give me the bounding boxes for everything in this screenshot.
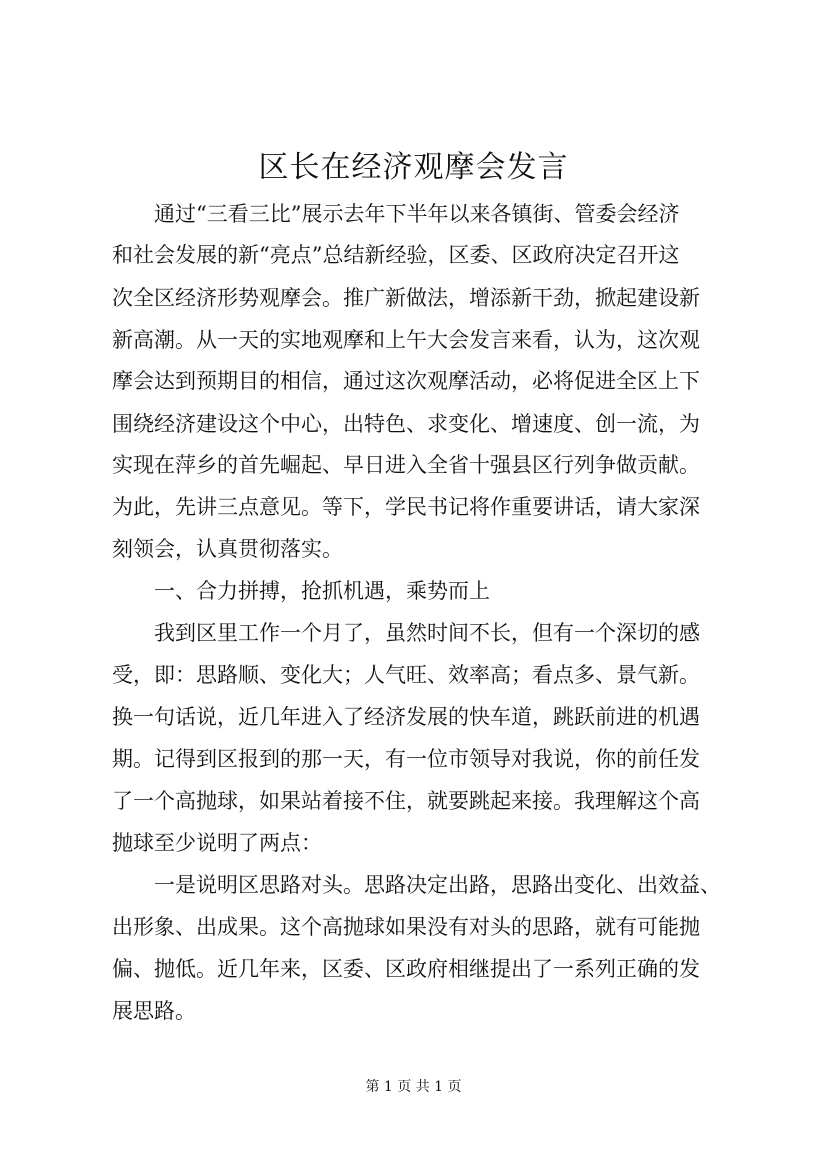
body-line-2: 和社会发展的新“亮点”总结新经验，区委、区政府决定召开这 — [112, 243, 680, 267]
body-line-14: 期。记得到区报到的那一天，有一位市领导对我说，你的前任发 — [112, 747, 700, 771]
page-footer: 第 1 页 共 1 页 — [365, 1079, 462, 1095]
body-line-19: 偏、抛低。近几年来，区委、区政府相继提出了一系列正确的发 — [112, 957, 700, 981]
body-line-16: 抛球至少说明了两点： — [112, 831, 322, 855]
body-line-3: 次全区经济形势观摩会。推广新做法，增添新干劲，掀起建设新 — [112, 286, 700, 310]
body-line-8: 为此，先讲三点意见。等下，学民书记将作重要讲话，请大家深 — [112, 495, 700, 519]
body-line-7: 实现在萍乡的首先崛起、早日进入全省十强县区行列争做贡献。 — [112, 453, 700, 477]
body-line-11: 我到区里工作一个月了，虽然时间不长，但有一个深切的感 — [112, 621, 700, 645]
body-line-6: 围绕经济建设这个中心，出特色、求变化、增速度、创一流，为 — [112, 412, 700, 436]
body-line-13: 换一句话说，近几年进入了经济发展的快车道，跳跃前进的机遇 — [112, 705, 700, 729]
section-heading-1: 一、合力拼搏，抢抓机遇，乘势而上 — [112, 579, 490, 603]
document-title: 区长在经济观摩会发言 — [258, 150, 569, 185]
body-line-15: 了一个高抛球，如果站着接不住，就要跳起来接。我理解这个高 — [112, 789, 700, 813]
body-line-12: 受，即：思路顺、变化大；人气旺、效率高；看点多、景气新。 — [112, 663, 700, 687]
body-line-5: 摩会达到预期目的相信，通过这次观摩活动，必将促进全区上下 — [112, 369, 700, 393]
body-line-4: 新高潮。从一天的实地观摩和上午大会发言来看，认为，这次观 — [112, 328, 700, 352]
body-line-17: 一是说明区思路对头。思路决定出路，思路出变化、出效益、 — [112, 873, 721, 897]
body-line-1: 通过“三看三比”展示去年下半年以来各镇街、管委会经济 — [112, 202, 680, 226]
body-line-9: 刻领会，认真贯彻落实。 — [112, 537, 343, 561]
body-line-20: 展思路。 — [112, 999, 196, 1023]
body-line-18: 出形象、出成果。这个高抛球如果没有对头的思路，就有可能抛 — [112, 915, 700, 939]
